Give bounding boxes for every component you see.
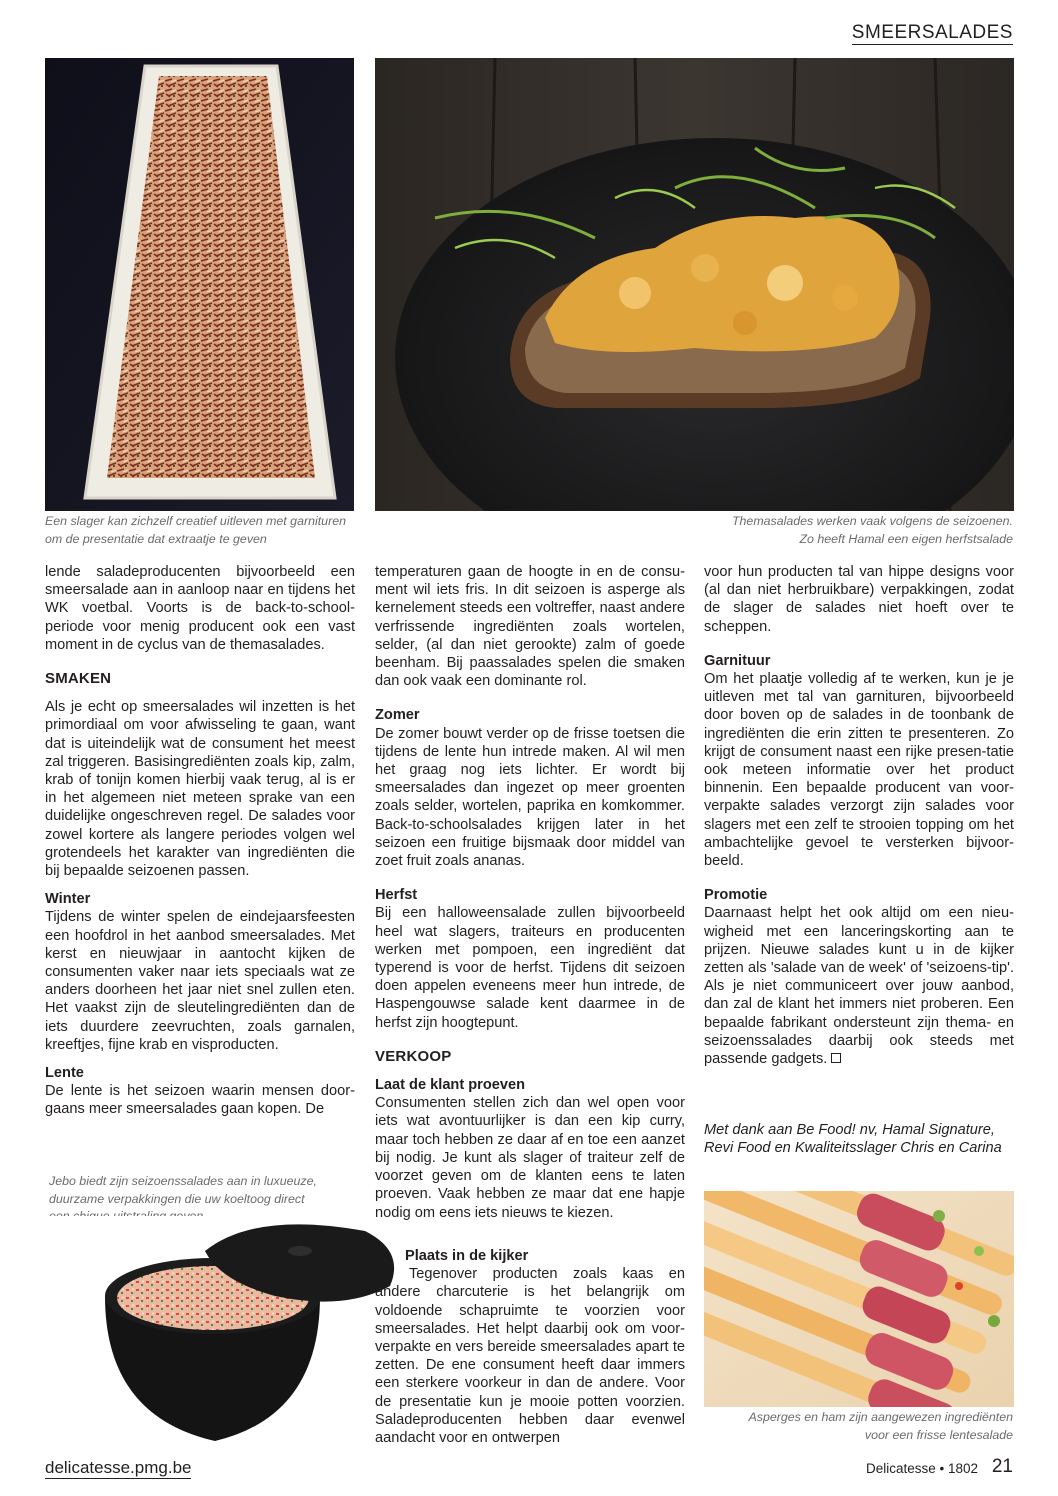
column1-intro: lende saladeproducenten bijvoorbeeld een smeersalade aan in aanloop naar en tijdens het WK voetbal. Voorts is de back-to-school-periode voor menig producent ook een vast moment in de cyclus van de themasalades. [45, 564, 355, 653]
column3-intro: voor hun producten tal van hippe designs voor (al dan niet herbruikbare) verpakkingen, zodat de slager de salades niet hoeft over te scheppen. [704, 564, 1014, 635]
section-label: SMEERSALADES [851, 22, 1013, 43]
bowl-photo-caption: Jebo biedt zijn seizoenssalades aan in luxueuze, duurzame verpakkingen die uw koeltoog direct [49, 1174, 317, 1206]
footer-magazine: Delicatesse • 1802 [865, 1461, 978, 1476]
herfst-text: Bij een halloweensalade zullen bijvoorbeeld heel wat slagers, traiteurs en producenten werken met pompoen, een ingrediënt dat typerend is voor de herfst. Tijdens dit seizoen doen appelen eveneens meer hun intrede, de Haspengouwse salade kent daarmee in de herfst zijn hoogtepunt. [375, 905, 685, 1031]
promotie-heading: Promotie [704, 887, 768, 904]
herfst-heading: Herfst [375, 887, 418, 904]
garnituur-text: Om het plaatje volledig af te werken, kun je je uitleven met tal van garnituren, bijvoorbeeld door boven op de salades in de toonbank de ingrediënten die erin zitten te presenteren. Zo krijgt de consument naast een rijke presen-tatie ook meteen informatie over het product binnenin. Een bepaalde producent van voor-verpakte salades verzorgt zijn salades voor slagers met een zelf te strooien topping om het ambachtelijke gevoel te versterken bijvoor-beeld. [704, 671, 1014, 870]
asparagus-photo-caption: Asperges en ham zijn aangewezen ingrediënten voor een frisse lentesalade [748, 1410, 1013, 1442]
page-number: 21 [991, 1456, 1013, 1477]
tray-photo-caption: Een slager kan zichzelf creatief uitleven met garnituren om de presentatie dat extraatje te geven [45, 514, 346, 546]
proeven-heading: Laat de klant proeven [375, 1077, 526, 1094]
bread-salad-photo [375, 58, 1014, 511]
winter-heading: Winter [45, 891, 91, 908]
proeven-text: Consumenten stellen zich dan wel open voor iets wat avontuurlijker is dan een kip curry, maar toch hebben ze daar af en toe een aanzet bij nodig. Je kunt als slager of traiteur zelf de voorzet geven om de klanten eens te laten proeven. Vaak hebben ze maar dat ene hapje nodig om eens iets nieuws te kiezen. [375, 1095, 685, 1221]
smaken-heading: SMAKEN [45, 670, 112, 688]
zomer-text: De zomer bouwt verder op de frisse toetsen die tijdens de lente hun intrede maken. Al wil men het graag nog iets lichter. Er wordt bij smeersalades dan ingezet op meer groenten zoals selder, wortelen, paprika en komkommer. Back-to-schoolsalades krijgen later in het seizoen een fruitige bijsmaak door middel van zoet fruit zoals ananas. [375, 725, 685, 870]
asparagus-ham-photo [704, 1191, 1014, 1407]
verkoop-heading: VERKOOP [375, 1047, 452, 1065]
bread-photo-caption: Themasalades werken vaak volgens de seizoenen. Zo heeft Hamal een eigen herfstsalade [731, 514, 1013, 546]
smaken-text: Als je echt op smeersalades wil inzetten is het primordiaal om voor afwisseling te gaan, want dat is uiteindelijk wat de consument het meest zal triggeren. Basisingrediënten zoals kip, zalm, krab of tonijn komen hierbij vaak terug, al is er in het algemeen niet meteen sprake van een duidelijke ongeschreven regel. De salades voor zowel kortere als langere periodes volgen wel grotendeels het karakter van ingrediënten die bij bepaalde seizoenen passen. [45, 699, 355, 880]
end-mark-icon [831, 1053, 841, 1063]
article-column-1 [45, 563, 355, 1119]
article-column-2 [375, 563, 685, 1222]
garnituur-heading: Garnituur [704, 652, 771, 669]
zomer-heading: Zomer [375, 707, 420, 724]
tray-salad-photo [45, 58, 354, 511]
kijker-text: Tegenover producten zoals kaas en andere charcuterie is het belangrijk om voldoende schapruimte te voorzien voor smeersalades. Het helpt daarbij ook om voor-verpakte en vers bereide smeersalades apart te zetten. De ene consument heeft daar immers een sterkere voorkeur in dan de andere. Voor de presentatie kun je mooie potten voorzien. Saladeproducenten hebben daar evenwel aandacht voor en ontwerpen [375, 1266, 685, 1447]
lente-text: De lente is het seizoen waarin mensen door-gaans meer smeersalades gaan kopen. De [45, 1083, 355, 1118]
promotie-text: Daarnaast helpt het ook altijd om een nieu-wigheid met een lanceringskorting aan te prijzen. Nieuwe salades kunt u in de kijker zetten als 'salade van de week' of 'seizoens-tip'. Als je niet communiceert over jouw aanbod, dan zal de klant het immers niet proberen. Een bepaalde fabrikant ondersteunt zijn thema- en seizoenssalades daarbij ook steeds met passende gadgets. [704, 905, 1014, 1068]
article-column-2-continued [375, 1247, 685, 1447]
kijker-heading: Plaats in de kijker [405, 1248, 529, 1264]
article-column-3 [704, 563, 1014, 1068]
column2-intro: temperaturen gaan de hoogte in en de consu-ment wil iets fris. In dit seizoen is asperge als kernelement steeds een voltreffer, naast andere verfrissende ingrediënten zoals wortelen, selder, (al dan niet gerookte) zalm of goede beenham. Bij paassalades spelen die smaken dan ook vaak een dominante rol. [375, 564, 685, 690]
acknowledgements: Met dank aan Be Food! nv, Hamal Signature, Revi Food en Kwaliteitsslager Chris en Carina [704, 1122, 1002, 1157]
footer-url[interactable]: delicatesse.pmg.be [45, 1458, 192, 1477]
winter-text: Tijdens de winter spelen de eindejaarsfeesten een hoofdrol in het aanbod smeersalades. Met kerst en nieuwjaar in aantocht kijken de consumenten vaker naar iets speciaals wat ze anders doorheen het jaar niet snel zullen eten. Het vaakst zijn de sleutelingrediënten dan de iets duurdere zeevruchten, zoals garnalen, kreeftjes, fijne krab en visproducten. [45, 909, 355, 1053]
lente-heading: Lente [45, 1065, 84, 1082]
bowl-salad-photo [45, 1216, 397, 1450]
